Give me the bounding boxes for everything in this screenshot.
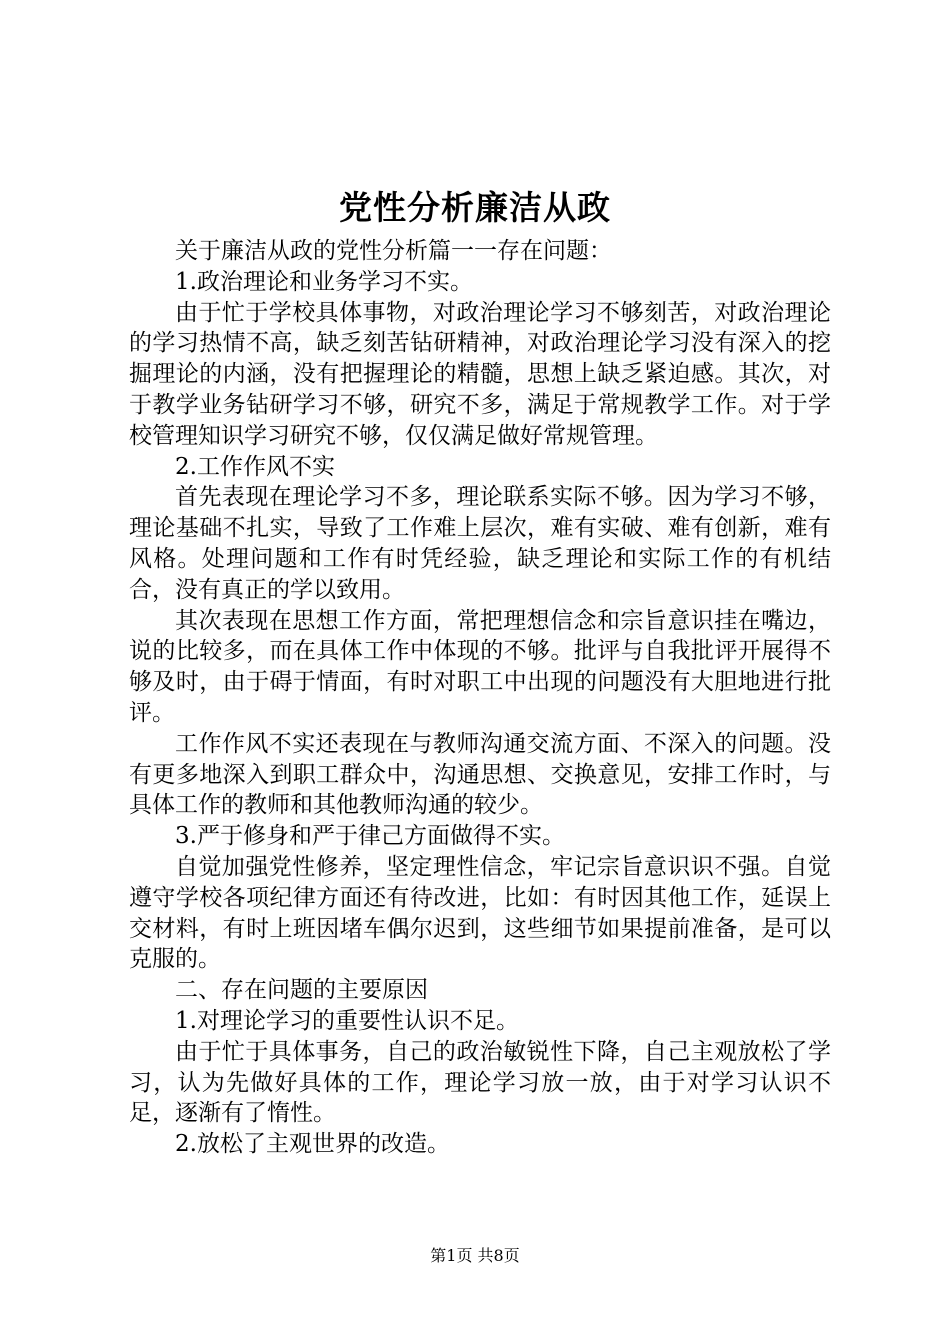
paragraph: 首先表现在理论学习不多，理论联系实际不够。因为学习不够，理论基础不扎实，导致了工作难上层次，难有实破、难有创新，难有风格。处理问题和工作有时凭经验，缺乏理论和实际工作的有机结合，没有真正的学以致用。 bbox=[129, 484, 831, 603]
page-number-footer: 第1页 共8页 bbox=[430, 1246, 520, 1265]
paragraph: 其次表现在思想工作方面，常把理想信念和宗旨意识挂在嘴边，说的比较多，而在具体工作中体现的不够。批评与自我批评开展得不够及时，由于碍于情面，有时对职工中出现的问题没有大胆地进行批评。 bbox=[129, 607, 831, 726]
heading-point-1: 1.政治理论和业务学习不实。 bbox=[175, 268, 473, 295]
document-title: 党性分析廉洁从政 bbox=[339, 188, 611, 227]
heading-reason-2: 2.放松了主观世界的改造。 bbox=[175, 1131, 450, 1158]
heading-point-2: 2.工作作风不实 bbox=[175, 453, 335, 480]
heading-reason-1: 1.对理论学习的重要性认识不足。 bbox=[175, 1007, 519, 1034]
paragraph-intro: 关于廉洁从政的党性分析篇一一存在问题： bbox=[175, 238, 612, 264]
paragraph: 自觉加强党性修养，坚定理性信念，牢记宗旨意识识不强。自觉遵守学校各项纪律方面还有待改进，比如：有时因其他工作，延误上交材料，有时上班因堵车偶尔迟到，这些细节如果提前准备，是可以克服的。 bbox=[129, 853, 831, 973]
paragraph: 由于忙于学校具体事物，对政治理论学习不够刻苦，对政治理论的学习热情不高，缺乏刻苦钻研精神，对政治理论学习没有深入的挖掘理论的内涵，没有把握理论的精髓，思想上缺乏紧迫感。其次，对于教学业务钻研学习不够，研究不多，满足于常规教学工作。对于学校管理知识学习研究不够，仅仅满足做好常规管理。 bbox=[129, 299, 831, 449]
heading-point-3: 3.严于修身和严于律己方面做得不实。 bbox=[175, 823, 565, 850]
section-heading-2: 二、存在问题的主要原因 bbox=[175, 977, 428, 1004]
paragraph: 由于忙于具体事务，自己的政治敏锐性下降，自己主观放松了学习，认为先做好具体的工作，理论学习放一放，由于对学习认识不足，逐渐有了惰性。 bbox=[129, 1038, 831, 1127]
paragraph: 工作作风不实还表现在与教师沟通交流方面、不深入的问题。没有更多地深入到职工群众中，沟通思想、交换意见，安排工作时，与具体工作的教师和其他教师沟通的较少。 bbox=[129, 730, 831, 819]
document-body bbox=[129, 236, 831, 1160]
